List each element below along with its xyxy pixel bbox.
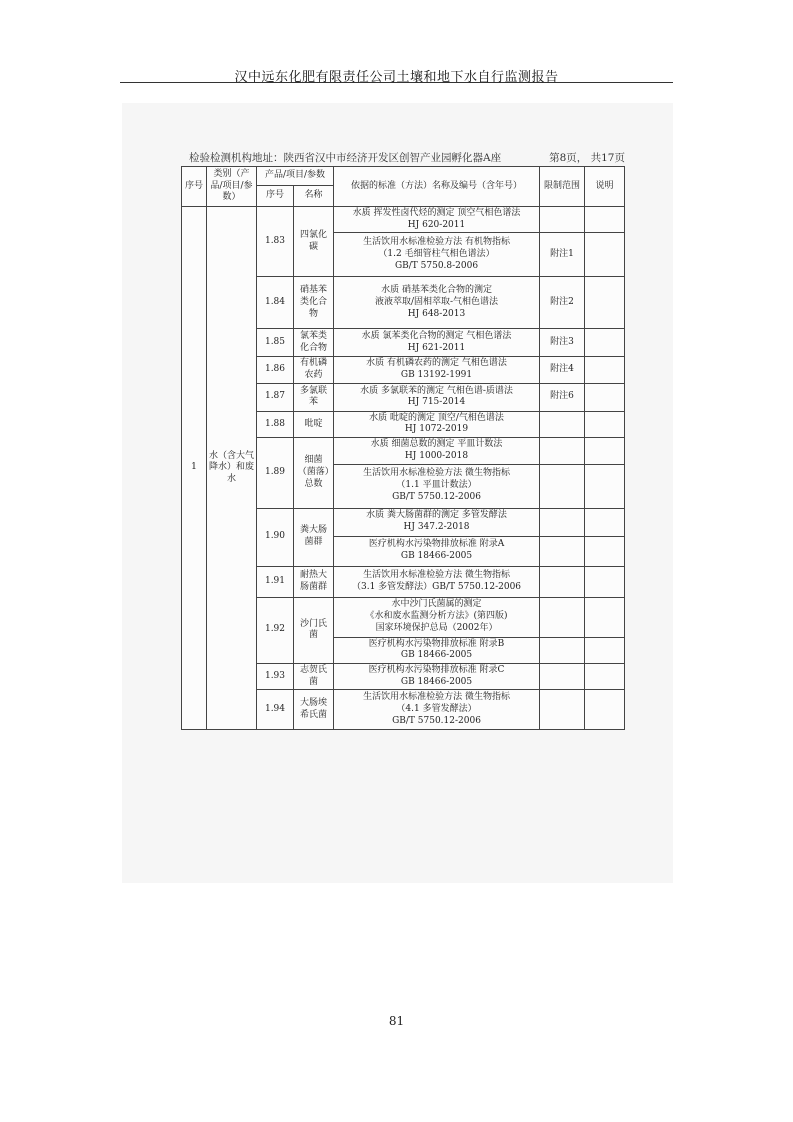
col-name-header: 名称 [294,186,334,207]
limit-cell [540,637,585,663]
standard-cell: 水质 氯苯类化合物的测定 气相色谱法 HJ 621-2011 [334,329,540,357]
item-seq-cell: 1.84 [257,277,294,329]
standards-table [181,166,625,730]
note-cell [585,637,625,663]
note-cell [585,233,625,277]
item-seq-cell: 1.87 [257,383,294,411]
standard-cell: 水中沙门氏菌属的测定 《水和废水监测分析方法》(第四版) 国家环境保护总局（2002年） [334,597,540,637]
info-line [189,150,625,165]
item-seq-cell: 1.91 [257,566,294,597]
limit-cell [540,411,585,437]
col-standard-header: 依据的标准（方法）名称及编号（含年号） [334,167,540,207]
standard-cell: 水质 挥发性卤代烃的测定 顶空气相色谱法 HJ 620-2011 [334,207,540,233]
standard-cell: 医疗机构水污染物排放标准 附录B GB 18466-2005 [334,637,540,663]
note-cell [585,690,625,730]
report-title: 汉中远东化肥有限责任公司土壤和地下水自行监测报告 [234,70,559,85]
standard-cell: 水质 粪大肠菌群的测定 多管发酵法 HJ 347.2-2018 [334,508,540,536]
item-name-cell: 硝基苯类化合物 [294,277,334,329]
col-note-header: 说明 [585,167,625,207]
page-number: 81 [388,1014,405,1028]
item-seq-cell: 1.86 [257,357,294,383]
standard-cell: 医疗机构水污染物排放标准 附录A GB 18466-2005 [334,536,540,566]
standard-cell: 生活饮用水标准检验方法 微生物指标 （4.1 多管发酵法） GB/T 5750.12-2006 [334,690,540,730]
item-seq-cell: 1.94 [257,690,294,730]
col-group-header: 产品/项目/参数 [257,167,334,186]
limit-cell: 附注2 [540,277,585,329]
standard-cell: 水质 多氯联苯的测定 气相色谱-质谱法 HJ 715-2014 [334,383,540,411]
limit-cell [540,536,585,566]
item-seq-cell: 1.88 [257,411,294,437]
standard-cell: 生活饮用水标准检验方法 有机物指标 （1.2 毛细管柱气相色谱法） GB/T 5750.8-2006 [334,233,540,277]
limit-cell [540,663,585,689]
limit-cell [540,464,585,508]
col-subseq-header: 序号 [257,186,294,207]
standard-cell: 生活饮用水标准检验方法 微生物指标 （1.1 平皿计数法） GB/T 5750.12-2006 [334,464,540,508]
note-cell [585,663,625,689]
limit-cell [540,597,585,637]
item-name-cell: 有机磷农药 [294,357,334,383]
table-row [182,207,625,233]
item-name-cell: 多氯联苯 [294,383,334,411]
note-cell [585,411,625,437]
item-seq-cell: 1.83 [257,207,294,277]
header-divider [120,82,673,83]
item-seq-cell: 1.89 [257,438,294,508]
limit-cell: 附注4 [540,357,585,383]
note-cell [585,438,625,464]
standard-cell: 水质 有机磷农药的测定 气相色谱法 GB 13192-1991 [334,357,540,383]
note-cell [585,566,625,597]
item-name-cell: 四氯化碳 [294,207,334,277]
limit-cell: 附注3 [540,329,585,357]
limit-cell [540,690,585,730]
item-seq-cell: 1.85 [257,329,294,357]
group-seq-cell: 1 [182,207,207,730]
item-name-cell: 志贺氏菌 [294,663,334,689]
note-cell [585,508,625,536]
limit-cell [540,207,585,233]
limit-cell [540,508,585,536]
item-name-cell: 沙门氏菌 [294,597,334,663]
note-cell [585,357,625,383]
note-cell [585,207,625,233]
note-cell [585,277,625,329]
note-cell [585,597,625,637]
institution-address: 检验检测机构地址：陕西省汉中市经济开发区创智产业园孵化器A座 [189,152,502,164]
limit-cell: 附注1 [540,233,585,277]
item-seq-cell: 1.93 [257,663,294,689]
note-cell [585,536,625,566]
item-name-cell: 大肠埃希氏菌 [294,690,334,730]
item-seq-cell: 1.90 [257,508,294,566]
limit-cell [540,438,585,464]
note-cell [585,383,625,411]
item-seq-cell: 1.92 [257,597,294,663]
item-name-cell: 氯苯类化合物 [294,329,334,357]
col-category-header: 类别（产品/项目/参数） [207,167,257,207]
group-category-cell: 水（含大气降水）和废水 [207,207,257,730]
col-seq-header: 序号 [182,167,207,207]
standard-cell: 水质 细菌总数的测定 平皿计数法 HJ 1000-2018 [334,438,540,464]
limit-cell [540,566,585,597]
standard-cell: 水质 吡啶的测定 顶空/气相色谱法 HJ 1072-2019 [334,411,540,437]
note-cell [585,464,625,508]
standard-cell: 医疗机构水污染物排放标准 附录C GB 18466-2005 [334,663,540,689]
limit-cell: 附注6 [540,383,585,411]
item-name-cell: 粪大肠菌群 [294,508,334,566]
standard-cell: 生活饮用水标准检验方法 微生物指标 （3.1 多管发酵法）GB/T 5750.12-2006 [334,566,540,597]
note-cell [585,329,625,357]
sheet-page-count: 第8页， 共17页 [549,152,625,164]
col-limit-header: 限制范围 [540,167,585,207]
item-name-cell: 细菌（菌落）总数 [294,438,334,508]
item-name-cell: 耐热大肠菌群 [294,566,334,597]
standard-cell: 水质 硝基苯类化合物的测定 液液萃取/固相萃取-气相色谱法 HJ 648-2013 [334,277,540,329]
item-name-cell: 吡啶 [294,411,334,437]
